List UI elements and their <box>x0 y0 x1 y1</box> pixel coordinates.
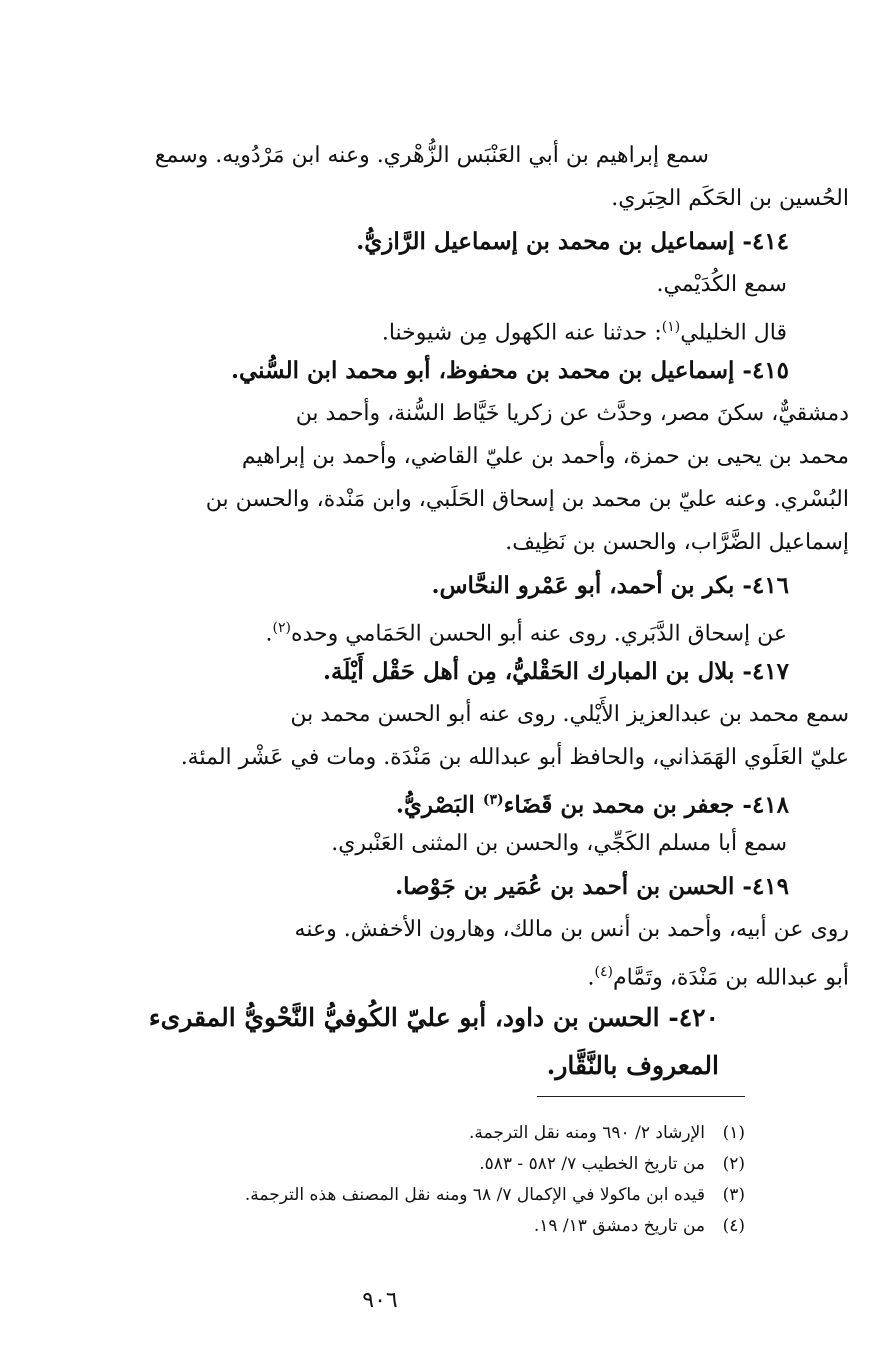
page-number: ٩٠٦ <box>362 1288 398 1313</box>
footnote-ref: (١) <box>661 319 681 335</box>
entry-heading: ٤١٩- الحسن بن أحمد بن عُمَير بن جَوْصا. <box>395 873 789 900</box>
text-fragment: : حدثنا عنه الكهول مِن شيوخنا. <box>381 320 662 346</box>
text-fragment: ٤١٨- جعفر بن محمد بن قَضَاء <box>503 791 789 819</box>
text-line: دمشقيٌّ، سكنَ مصر، وحدَّث عن زكريا خَيَّاط السُّنة، وأحمد بن <box>295 401 849 426</box>
text-fragment: أبو عبدالله بن مَنْدَة، وتَمَّام <box>612 965 849 991</box>
text-line: سمع أبا مسلم الكَجِّي، والحسن بن المثنى العَنْبري. <box>331 831 787 856</box>
text-line <box>30 951 849 994</box>
text-fragment: قال الخليلي <box>680 320 787 346</box>
text-line: محمد بن يحيى بن حمزة، وأحمد بن عليّ القاضي، وأحمد بن إبراهيم <box>241 444 849 469</box>
entry-heading: المعروف بالنَّقَّار. <box>546 1051 719 1080</box>
text-line: سمع إبراهيم بن أبي العَنْبَس الزُّهْري. وعنه ابن مَرْدُويه. وسمع <box>154 143 709 168</box>
footnote-ref: (٢) <box>272 620 291 636</box>
entry-heading: ٤١٥- إسماعيل بن محمد بن محفوظ، أبو محمد ابن السُّني. <box>231 357 789 384</box>
footnote <box>105 1149 745 1180</box>
text-fragment: البَصْريُّ. <box>395 791 483 819</box>
entry-heading <box>30 779 849 822</box>
text-line: البُسْري. وعنه عليّ بن محمد بن إسحاق الحَلَبي، وابن مَنْدة، والحسن بن <box>205 487 849 512</box>
footnote <box>105 1211 745 1242</box>
footnote-number: (٢) <box>722 1154 745 1174</box>
text-line <box>30 607 849 650</box>
text-line: إسماعيل الضَّرَّاب، والحسن بن نَظِيف. <box>505 530 849 555</box>
footnote-ref: (٤) <box>594 964 613 980</box>
footnote-divider <box>537 1096 745 1097</box>
footnote-number: (٤) <box>722 1216 745 1236</box>
footnote-number: (١) <box>722 1123 745 1143</box>
entry-heading: ٤١٧- بلال بن المبارك الحَقْليُّ، مِن أهل حَقْل أَيْلَة. <box>323 658 789 685</box>
text-line: الحُسين بن الحَكَم الحِبَري. <box>611 186 849 211</box>
footnotes <box>105 1118 745 1242</box>
footnote-text: الإرشاد ٢/ ٦٩٠ ومنه نقل الترجمة. <box>469 1123 705 1143</box>
text-line: روى عن أبيه، وأحمد بن أنس بن مالك، وهارون الأخفش. وعنه <box>294 917 849 942</box>
footnote-ref: (٣) <box>482 792 504 808</box>
entry-heading: ٤١٦- بكر بن أحمد، أبو عَمْرو النحَّاس. <box>431 572 789 599</box>
footnote <box>105 1180 745 1211</box>
text-fragment: . <box>587 965 595 991</box>
footnote-number: (٣) <box>722 1185 745 1205</box>
text-line: عليّ العَلَوي الهَمَذاني، والحافظ أبو عبدالله بن مَنْدَة. ومات في عَشْر المئة. <box>180 745 849 770</box>
footnote <box>105 1118 745 1149</box>
text-line <box>30 306 849 349</box>
footnote-text: من تاريخ الخطيب ٧/ ٥٨٢ - ٥٨٣. <box>479 1154 705 1174</box>
footnote-text: من تاريخ دمشق ١٣/ ١٩. <box>533 1216 705 1236</box>
text-fragment: . <box>265 621 273 647</box>
text-line: سمع الكُدَيْمي. <box>656 272 787 297</box>
entry-heading: ٤٢٠- الحسن بن داود، أبو عليّ الكُوفيُّ النَّحْويُّ المقرىء <box>148 1003 719 1032</box>
text-fragment: عن إسحاق الدَّبَري. روى عنه أبو الحسن الحَمَامي وحده <box>290 621 787 647</box>
entry-heading: ٤١٤- إسماعيل بن محمد بن إسماعيل الرَّازيُّ. <box>356 228 789 255</box>
main-text <box>30 134 849 1090</box>
footnote-text: قيده ابن ماكولا في الإكمال ٧/ ٦٨ ومنه نقل المصنف هذه الترجمة. <box>244 1185 705 1205</box>
text-line: سمع محمد بن عبدالعزيز الأَيْلي. روى عنه أبو الحسن محمد بن <box>290 702 849 727</box>
